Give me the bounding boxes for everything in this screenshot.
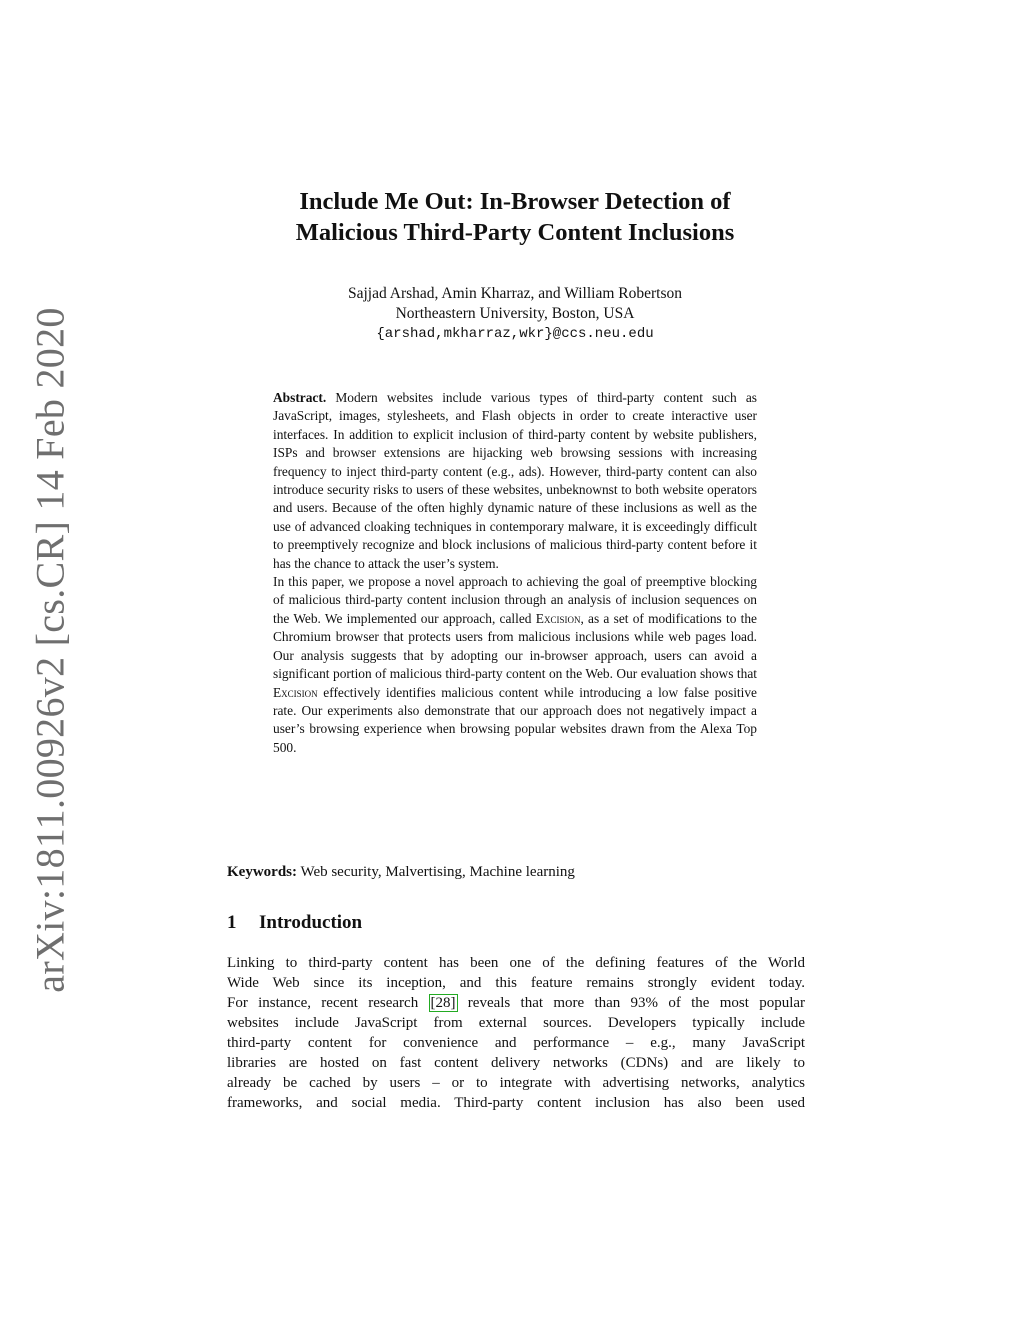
intro-line: Linking to third-party content has been one of the defining features of the World — [227, 955, 805, 971]
intro-line: frameworks, and social media. Third-party content inclusion has also been used — [227, 1095, 805, 1111]
title-line-1: Include Me Out: In-Browser Detection of — [299, 188, 731, 215]
system-name: Excision — [273, 684, 318, 700]
system-name: Excision — [535, 610, 581, 626]
section-heading-introduction — [227, 910, 362, 936]
keywords-label: Keywords: — [227, 864, 297, 880]
intro-line-3b: reveals that more than 93% of the most popular — [467, 995, 806, 1011]
intro-line: third-party content for convenience and performance – e.g., many JavaScript — [227, 1035, 805, 1051]
intro-line: libraries are hosted on fast content delivery networks (CDNs) and are likely to — [227, 1055, 805, 1071]
abstract-paragraph-2 — [273, 573, 757, 757]
arxiv-identifier-stamp: arXiv:1811.00926v2 [cs.CR] 14 Feb 2020 — [27, 307, 73, 993]
author-email: {arshad,mkharraz,wkr}@ccs.neu.edu — [376, 326, 654, 342]
section-title: Introduction — [259, 912, 363, 933]
abstract — [273, 389, 757, 757]
keywords — [227, 862, 807, 882]
abstract-paragraph-1 — [273, 389, 757, 573]
citation-link[interactable]: [28] — [430, 995, 456, 1011]
author-block — [200, 284, 830, 344]
section-number: 1 — [227, 912, 237, 933]
intro-line-3a: For instance, recent research — [227, 995, 419, 1011]
title-line-2: Malicious Third-Party Content Inclusions — [295, 219, 735, 246]
author-affiliation: Northeastern University, Boston, USA — [395, 305, 635, 322]
intro-line — [227, 993, 805, 1013]
paper-title — [200, 186, 830, 248]
intro-line: Wide Web since its inception, and this feature remains strongly evident today. — [227, 975, 805, 991]
abstract-text-1: Modern websites include various types of third-party content such as JavaScript, images, stylesheets, and Flash objects in order to create interactive user interfaces. In addition to explicit inclusion of third-party content by website publishers, ISPs and browser extensions are hijacking web browsing sessions with increasing frequency to inject third-party content (e.g., ads). However, third-party content can also introduce security risks to users of these websites, unbeknownst to both website operators and users. Because of the often highly dynamic nature of these inclusions as well as the use of advanced cloaking techniques in contemporary malware, it is exceedingly difficult to preemptively recognize and block inclusions of malicious third-party content before it has the chance to attack the user’s system. — [273, 390, 757, 571]
author-names: Sajjad Arshad, Amin Kharraz, and William Robertson — [348, 285, 682, 302]
keywords-text: Web security, Malvertising, Machine learning — [300, 864, 575, 880]
abstract-text-2c: effectively identifies malicious content while introducing a low false positive rate. Our experiments also demonstrate that our approach does not negatively impact a user’s browsing experience when browsing popular websites drawn from the Alexa Top 500. — [273, 684, 757, 755]
abstract-label: Abstract. — [273, 390, 327, 405]
abstract-text-2a: In this paper, we propose a novel approach to achieving the goal of preemptive blocking of malicious third-party content inclusion through an analysis of inclusion sequences on the Web. We implemented our approach, called — [273, 574, 757, 626]
intro-line: websites include JavaScript from external sources. Developers typically include — [227, 1015, 805, 1031]
introduction-paragraph — [227, 953, 805, 1113]
intro-line: already be cached by users – or to integrate with advertising networks, analytics — [227, 1075, 805, 1091]
abstract-text-2b: , as a set of modifications to the Chromium browser that protects users from malicious inclusions while web pages load. Our analysis suggests that by adopting our in-browser approach, users can avoid a significant portion of malicious third-party content on the Web. Our evaluation shows that — [273, 610, 757, 682]
